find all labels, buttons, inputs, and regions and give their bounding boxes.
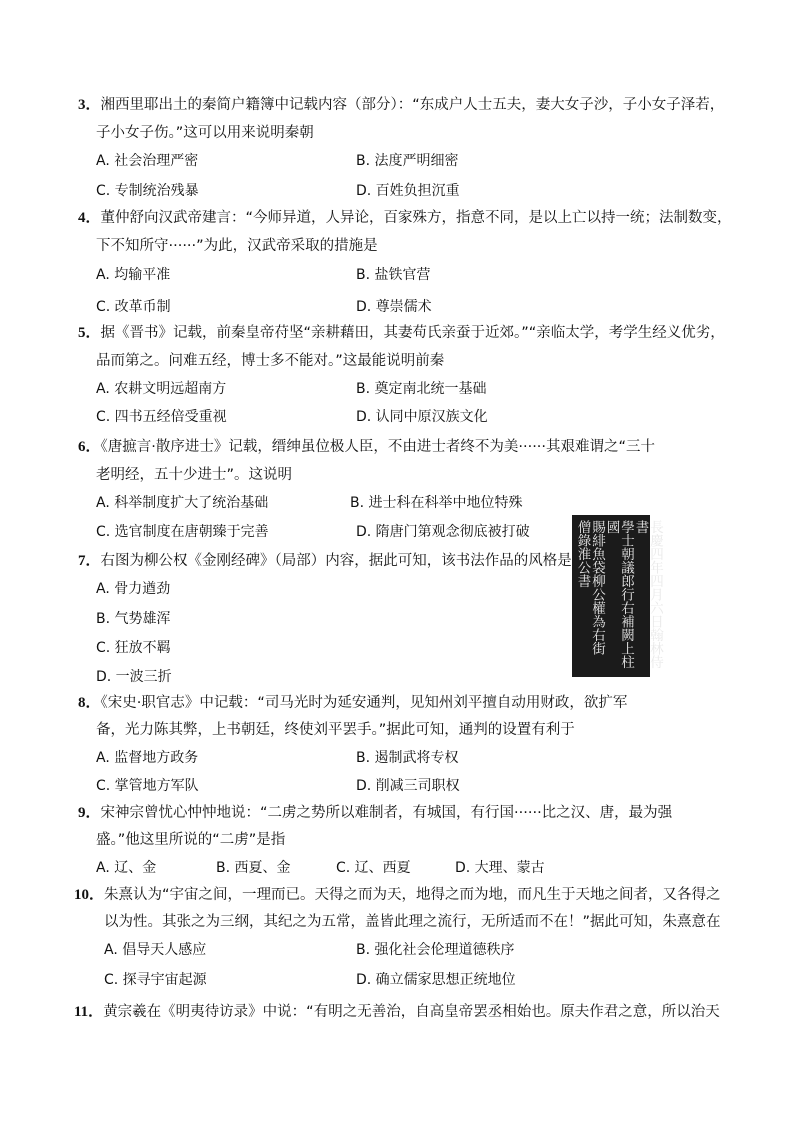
q5-option-b[interactable]: B. 奠定南北统一基础 — [356, 381, 487, 397]
q4-option-d[interactable]: D. 尊崇儒术 — [356, 299, 432, 315]
q10-option-b[interactable]: B. 强化社会伦理道德秩序 — [356, 942, 515, 958]
calligraphy-rubbing-image — [572, 515, 663, 677]
q10-number: 10． — [74, 887, 105, 903]
q3-option-a[interactable]: A. 社会治理严密 — [96, 153, 199, 169]
q8-option-b[interactable]: B. 遏制武将专权 — [356, 750, 459, 766]
q6-option-d[interactable]: D. 隋唐门第观念彻底被打破 — [356, 524, 530, 540]
q6-option-c[interactable]: C. 选官制度在唐朝臻于完善 — [96, 524, 269, 540]
q9-option-c[interactable]: C. 辽、西夏 — [336, 860, 411, 876]
q6-number: 6． — [78, 439, 101, 455]
q4-number: 4． — [78, 210, 101, 226]
q8-option-d[interactable]: D. 削减三司职权 — [356, 778, 460, 794]
q6-line2: 老明经，五十少进士”。这说明 — [96, 467, 293, 483]
q6-option-a[interactable]: A. 科举制度扩大了统治基础 — [96, 495, 269, 511]
q7-option-c[interactable]: C. 狂放不羁 — [96, 640, 171, 656]
q3-option-c[interactable]: C. 专制统治残暴 — [96, 183, 199, 199]
q8-option-c[interactable]: C. 掌管地方军队 — [96, 778, 199, 794]
q11-line1 — [74, 1002, 720, 1022]
q10-option-c[interactable]: C. 探寻宇宙起源 — [104, 972, 207, 988]
q3-line1 — [78, 95, 724, 115]
q7-option-d[interactable]: D. 一波三折 — [96, 669, 172, 685]
q9-number: 9． — [78, 805, 101, 821]
q8-number: 8． — [78, 695, 101, 711]
q5-line2: 品而第之。问难五经，博士多不能对。”这最能说明前秦 — [96, 353, 445, 369]
q3-option-d[interactable]: D. 百姓负担沉重 — [356, 183, 460, 199]
q11-stem: 黄宗羲在《明夷待访录》中说：“有明之无善治，自高皇帝罢丞相始也。原夫作君之意，所以治天 — [103, 1004, 720, 1020]
q4-line2: 下不知所守······”为此，汉武帝采取的措施是 — [96, 238, 378, 254]
q10-stem: 朱熹认为“宇宙之间，一理而已。天得之而为天，地得之而为地，而凡生于天地之间者，又各得之 — [104, 887, 721, 903]
q10-option-d[interactable]: D. 确立儒家思想正统地位 — [356, 972, 516, 988]
q6-option-b[interactable]: B. 进士科在科举中地位特殊 — [350, 495, 523, 511]
q8-stem: 《宋史·职官志》中记载：“司马光时为延安通判，见知州刘平擅自动用财政，欲扩军 — [100, 695, 628, 711]
q5-stem: 据《晋书》记载，前秦皇帝苻坚“亲耕藉田，其妻苟氏亲蚕于近郊。”“亲临太学，考学生经义优劣， — [100, 325, 725, 341]
q10-line2: 以为性。其张之为三纲，其纪之为五常，盖皆此理之流行，无所适而不在！”据此可知，朱熹意在 — [104, 914, 721, 930]
q8-option-a[interactable]: A. 监督地方政务 — [96, 750, 199, 766]
q11-number: 11． — [74, 1004, 104, 1020]
q9-option-d[interactable]: D. 大理、蒙古 — [455, 860, 545, 876]
q5-option-c[interactable]: C. 四书五经倍受重视 — [96, 409, 227, 425]
q3-line2: 子小女子伤。”这可以用来说明秦朝 — [96, 125, 314, 141]
q4-line1 — [78, 208, 732, 228]
q7-stem: 右图为柳公权《金刚经碑》（局部）内容，据此可知，该书法作品的风格是 — [100, 553, 572, 569]
q8-line2: 备，光力陈其弊，上书朝廷，终使刘平罢手。”据此可知，通判的设置有利于 — [96, 722, 575, 738]
q9-option-a[interactable]: A. 辽、金 — [96, 860, 157, 876]
q3-stem: 湘西里耶出土的秦简户籍簿中记载内容（部分）：“东成户人士五夫，妻大女子沙，子小女子泽若， — [100, 97, 725, 113]
q9-option-b[interactable]: B. 西夏、金 — [216, 860, 291, 876]
rubbing-column-3: 賜緋魚袋柳公權為右街 — [589, 520, 605, 655]
q5-line1 — [78, 323, 725, 343]
rubbing-column-4: 僧錄淮公書 — [574, 520, 591, 588]
q6-stem: 《唐摭言·散序进士》记载，缙绅虽位极人臣，不由进士者终不为美······其艰难谓之“三十 — [100, 439, 656, 455]
q9-stem: 宋神宗曾忧心忡忡地说：“二虏之势所以难制者，有城国，有行国······比之汉、唐，最为强 — [100, 805, 673, 821]
q3-number: 3． — [78, 97, 101, 113]
q10-line1 — [74, 885, 721, 905]
q6-line1 — [78, 437, 655, 457]
q4-stem: 董仲舒向汉武帝建言：“今师异道，人异论，百家殊方，指意不同，是以上亡以持一统；法制数变， — [100, 210, 732, 226]
q4-option-c[interactable]: C. 改革币制 — [96, 299, 171, 315]
q8-line1 — [78, 693, 627, 713]
q4-option-a[interactable]: A. 均输平准 — [96, 267, 171, 283]
q7-option-b[interactable]: B. 气势雄浑 — [96, 611, 171, 627]
q9-line1 — [78, 803, 672, 823]
q7-line1 — [78, 551, 572, 571]
q10-option-a[interactable]: A. 倡导天人感应 — [104, 942, 207, 958]
q4-option-b[interactable]: B. 盐铁官营 — [356, 267, 431, 283]
q5-option-d[interactable]: D. 认同中原汉族文化 — [356, 409, 488, 425]
q5-number: 5． — [78, 325, 101, 341]
rubbing-column-1: 長慶四年四月六日翰林侍書 — [632, 520, 663, 669]
rubbing-column-2: 學士朝議郎行右補闕上柱國 — [603, 520, 634, 669]
q5-option-a[interactable]: A. 农耕文明远超南方 — [96, 381, 227, 397]
q9-line2: 盛。”他这里所说的“二虏”是指 — [96, 832, 286, 848]
q7-number: 7． — [78, 553, 101, 569]
q3-option-b[interactable]: B. 法度严明细密 — [356, 153, 459, 169]
q7-option-a[interactable]: A. 骨力遒劲 — [96, 581, 171, 597]
